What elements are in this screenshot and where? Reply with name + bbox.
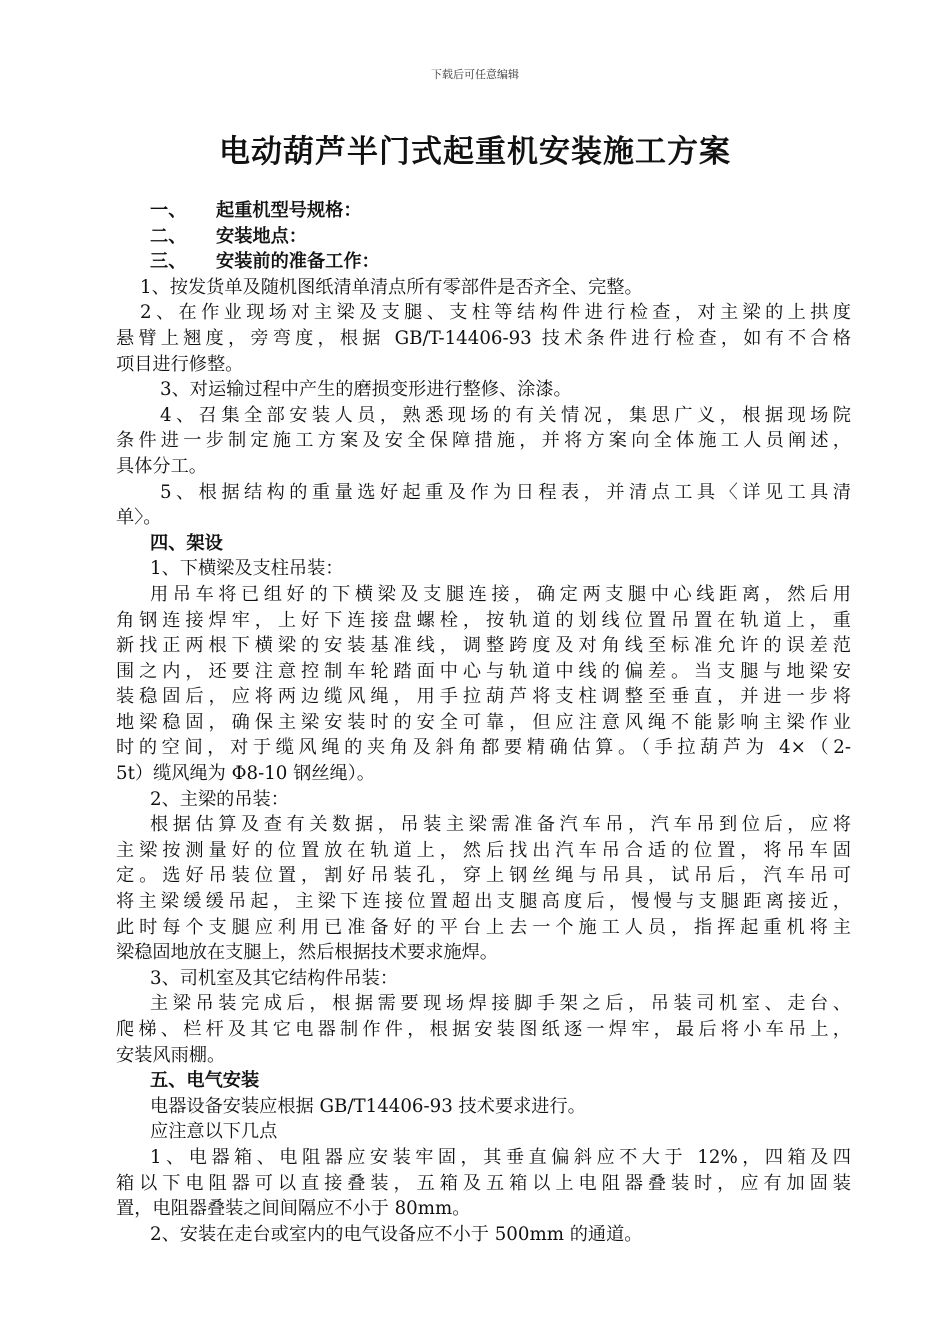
paragraph-line: 2、安装在走台或室内的电气设备应不小于 500mm 的通道。 xyxy=(150,1223,643,1245)
paragraph-line: 项目进行修整。 xyxy=(116,353,244,375)
paragraph-line: 具体分工。 xyxy=(116,455,207,477)
paragraph-line: 2、在作业现场对主梁及支腿、支柱等结构件进行检查，对主梁的上拱度 xyxy=(140,302,851,324)
paragraph-line: 条件进一步制定施工方案及安全保障措施，并将方案向全体施工人员阐述， xyxy=(116,430,851,452)
paragraph-line: 1、电器箱、电阻器应安装牢固，其垂直偏斜应不大于 12%，四箱及四 xyxy=(150,1146,851,1168)
paragraph-line: 角钢连接焊牢，上好下连接盘螺栓，按轨道的划线位置吊置在轨道上，重 xyxy=(116,609,851,631)
subsection-heading: 3、司机室及其它结构件吊装： xyxy=(150,967,399,989)
paragraph-line: 地梁稳固，确保主梁安装时的安全可靠，但应注意风绳不能影响主梁作业 xyxy=(116,711,851,733)
section-heading-1 xyxy=(116,198,851,224)
section-number: 三、 xyxy=(150,251,187,273)
paragraph-line: 新找正两根下横梁的安装基准线，调整跨度及对角线至标准允许的误差范 xyxy=(116,635,851,657)
section-title: 起重机型号规格： xyxy=(216,200,362,221)
paragraph-line: 1、按发货单及随机图纸清单清点所有零部件是否齐全、完整。 xyxy=(140,276,643,298)
paragraph-line: 安装风雨棚。 xyxy=(116,1044,226,1066)
paragraph-line: 时的空间，对于缆风绳的夹角及斜角都要精确估算。（手拉葫芦为 4×（2- xyxy=(116,737,851,759)
paragraph-line: 梁稳固地放在支腿上，然后根据技术要求施焊。 xyxy=(116,942,498,964)
subsection-heading: 1、下横梁及支柱吊装： xyxy=(150,558,344,580)
paragraph-line: 3、对运输过程中产生的磨损变形进行整修、涂漆。 xyxy=(160,379,572,401)
section-heading-2 xyxy=(116,224,851,250)
paragraph-line: 5t）缆风绳为 Φ8-10 钢丝绳）。 xyxy=(116,763,375,785)
paragraph-line: 爬梯、栏杆及其它电器制作件，根据安装图纸逐一焊牢，最后将小车吊上， xyxy=(116,1019,851,1040)
paragraph-line: 根据估算及查有关数据，吊装主梁需准备汽车吊，汽车吊到位后，应将 xyxy=(150,814,851,836)
section-heading-4: 四、架设 xyxy=(150,532,223,554)
paragraph-line: 用吊车将已组好的下横梁及支腿连接，确定两支腿中心线距离，然后用 xyxy=(150,583,851,605)
section-title: 安装地点： xyxy=(216,225,307,247)
section-title: 安装前的准备工作： xyxy=(216,251,380,273)
subsection-heading: 2、主梁的吊装： xyxy=(150,788,289,810)
paragraph-line: 置，电阻器叠装之间间隔应不小于 80mm。 xyxy=(116,1198,471,1220)
section-number: 一、 xyxy=(150,200,187,221)
paragraph-line: 围之内，还要注意控制车轮踏面中心与轨道中线的偏差。当支腿与地梁安 xyxy=(116,660,851,682)
paragraph-line: 单〉。 xyxy=(116,507,162,529)
paragraph-line: 4、召集全部安装人员，熟悉现场的有关情况，集思广义，根据现场院 xyxy=(160,404,851,426)
paragraph-line: 电器设备安装应根据 GB/T14406-93 技术要求进行。 xyxy=(150,1095,586,1117)
paragraph-line: 此时每个支腿应利用已准备好的平台上去一个施工人员，指挥起重机将主 xyxy=(116,916,851,938)
paragraph-line: 悬臂上翘度，旁弯度，根据 GB/T-14406-93 技术条件进行检查，如有不合格 xyxy=(116,327,851,349)
paragraph-line: 箱以下电阻器可以直接叠装，五箱及五箱以上电阻器叠装时，应有加固装 xyxy=(116,1172,851,1194)
paragraph-line: 将主梁缓缓吊起，主梁下连接位置超出支腿高度后，慢慢与支腿距离接近， xyxy=(116,891,851,913)
paragraph-line: 定。选好吊装位置，割好吊装孔，穿上钢丝绳与吊具，试吊后，汽车吊可 xyxy=(116,865,851,887)
section-heading-3 xyxy=(116,249,851,275)
document-title: 电动葫芦半门式起重机安装施工方案 xyxy=(219,134,731,170)
paragraph-line: 主梁吊装完成后，根据需要现场焊接脚手架之后，吊装司机室、走台、 xyxy=(150,993,851,1015)
section-number: 二、 xyxy=(150,225,187,247)
section-heading-5: 五、电气安装 xyxy=(150,1070,260,1092)
paragraph-line: 装稳固后，应将两边缆风绳，用手拉葫芦将支柱调整至垂直，并进一步将 xyxy=(116,686,851,708)
document-body xyxy=(116,198,851,1247)
paragraph-line: 5、根据结构的重量选好起重及作为日程表，并清点工具〈详见工具清 xyxy=(160,481,851,503)
paragraph-line: 主梁按测量好的位置放在轨道上，然后找出汽车吊合适的位置，将吊车固 xyxy=(116,839,851,861)
header-note: 下载后可任意编辑 xyxy=(431,68,519,81)
paragraph-line: 应注意以下几点 xyxy=(150,1121,278,1143)
